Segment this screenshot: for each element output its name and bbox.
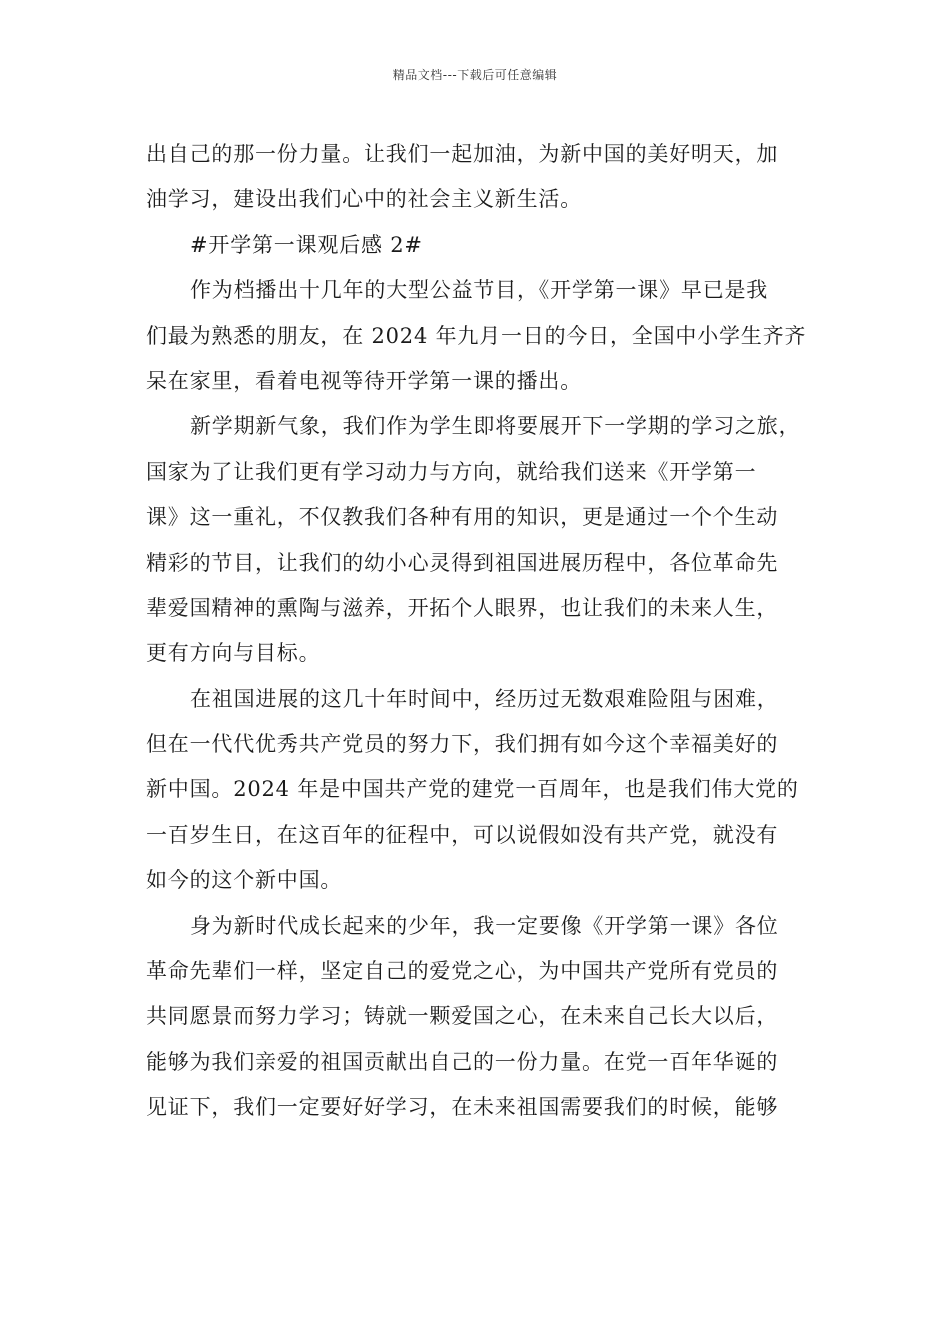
text-line: 新学期新气象，我们作为学生即将要展开下一学期的学习之旅， bbox=[190, 414, 801, 439]
text-line: 如今的这个新中国。 bbox=[146, 868, 343, 893]
text-line: 一百岁生日，在这百年的征程中，可以说假如没有共产党，就没有 bbox=[146, 822, 779, 847]
document-body bbox=[146, 132, 806, 1131]
text-line: 能够为我们亲爱的祖国贡献出自己的一份力量。在党一百年华诞的 bbox=[146, 1049, 779, 1074]
text-line: 更有方向与目标。 bbox=[146, 641, 321, 666]
text-line: 国家为了让我们更有学习动力与方向，就给我们送来《开学第一 bbox=[146, 459, 757, 484]
text-line: 但在一代代优秀共产党员的努力下，我们拥有如今这个幸福美好的 bbox=[146, 732, 779, 757]
text-line: 革命先辈们一样，坚定自己的爱党之心，为中国共产党所有党员的 bbox=[146, 959, 779, 984]
section-heading: #开学第一课观后感 2# bbox=[190, 232, 423, 257]
text-line: 课》这一重礼，不仅教我们各种有用的知识，更是通过一个个生动 bbox=[146, 505, 779, 530]
text-line: 们最为熟悉的朋友，在 2024 年九月一日的今日，全国中小学生齐齐 bbox=[146, 323, 807, 348]
text-line: 共同愿景而努力学习；铸就一颗爱国之心，在未来自己长大以后， bbox=[146, 1004, 779, 1029]
text-line: 作为档播出十几年的大型公益节目，《开学第一课》早已是我 bbox=[190, 278, 769, 303]
text-line: 精彩的节目，让我们的幼小心灵得到祖国进展历程中，各位革命先 bbox=[146, 550, 779, 575]
text-line: 新中国。2024 年是中国共产党的建党一百周年，也是我们伟大党的 bbox=[146, 777, 799, 802]
page-header: 精品文档---下载后可任意编辑 bbox=[392, 68, 558, 82]
text-line: 辈爱国精神的熏陶与滋养，开拓个人眼界，也让我们的未来人生， bbox=[146, 595, 779, 620]
text-line: 油学习，建设出我们心中的社会主义新生活。 bbox=[146, 187, 582, 212]
text-line: 呆在家里，看着电视等待开学第一课的播出。 bbox=[146, 368, 582, 393]
text-line: 在祖国进展的这几十年时间中，经历过无数艰难险阻与困难， bbox=[190, 686, 779, 711]
text-line: 出自己的那一份力量。让我们一起加油，为新中国的美好明天，加 bbox=[146, 142, 779, 166]
text-line: 身为新时代成长起来的少年，我一定要像《开学第一课》各位 bbox=[190, 913, 779, 938]
text-line: 见证下，我们一定要好好学习，在未来祖国需要我们的时候，能够 bbox=[146, 1095, 779, 1120]
